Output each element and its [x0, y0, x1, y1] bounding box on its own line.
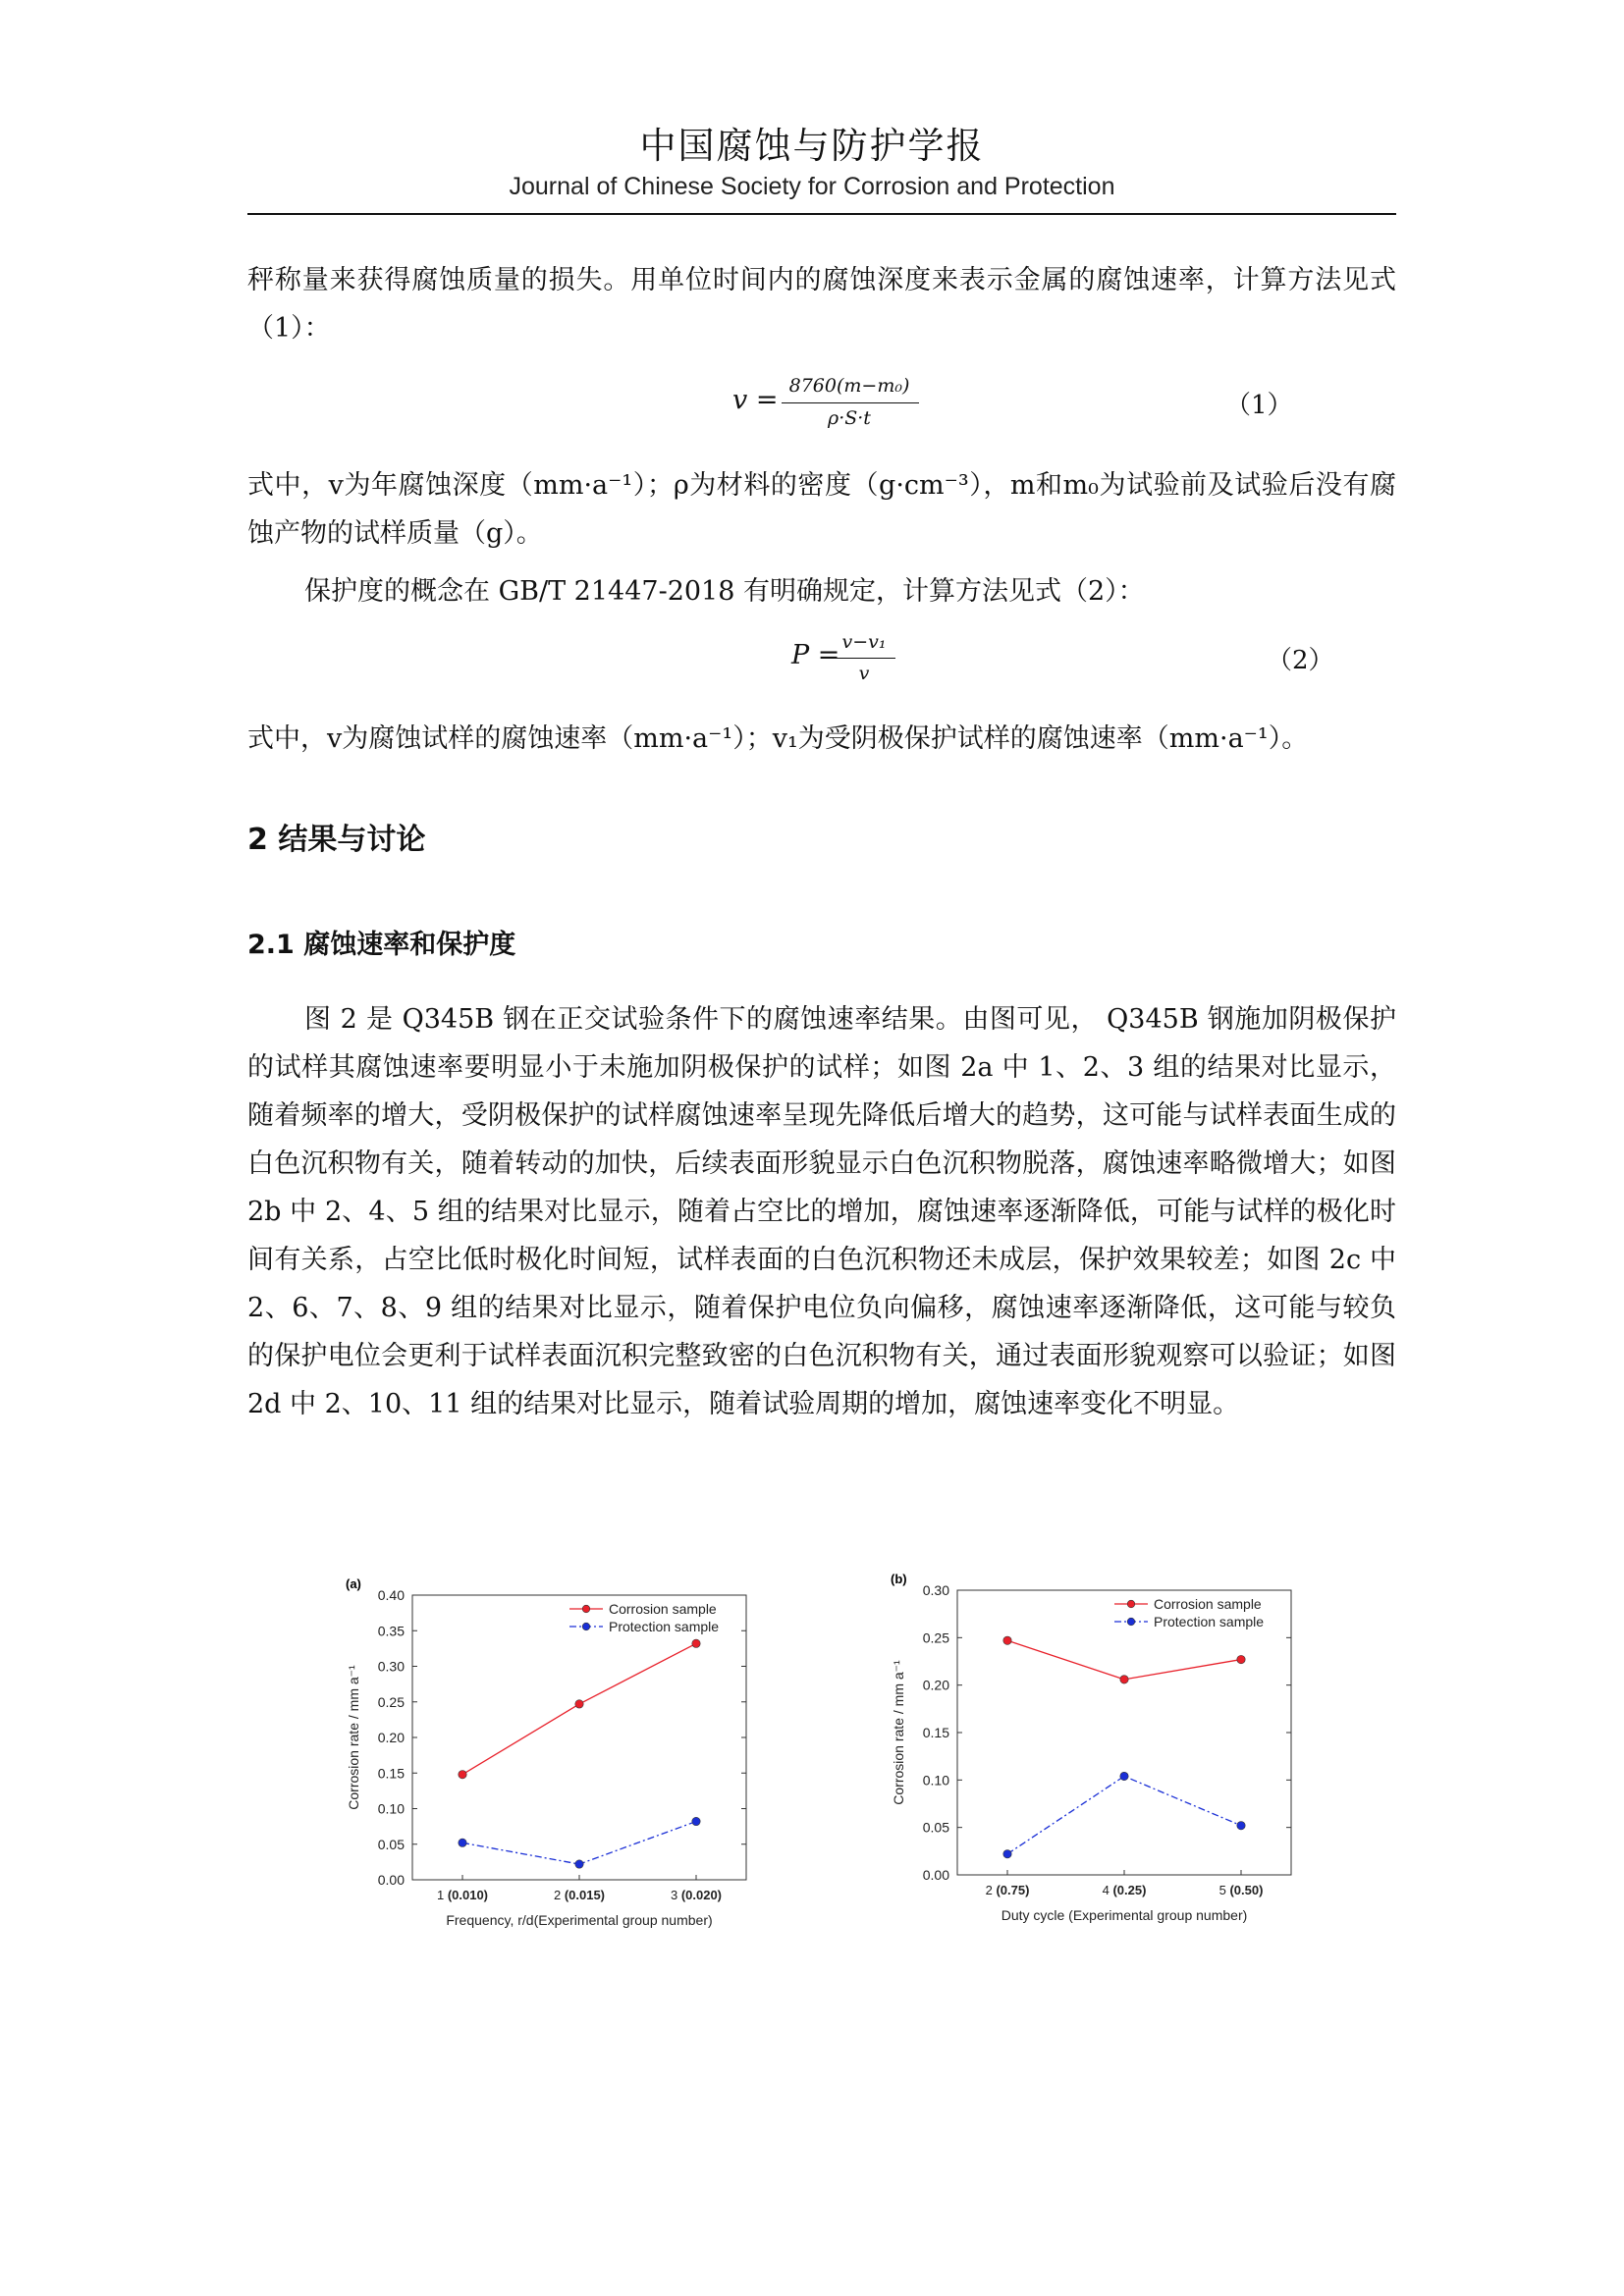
y-tick-label: 0.25	[922, 1629, 949, 1646]
y-tick-label: 0.15	[377, 1765, 405, 1782]
y-tick-label: 0.20	[377, 1730, 405, 1745]
paragraph-protection-degree: 保护度的概念在 GB/T 21447-2018 有明确规定，计算方法见式（2）：	[304, 576, 1145, 607]
x-tick-label	[437, 1888, 488, 1902]
x-tick-note: (0.010)	[447, 1888, 489, 1902]
y-tick-label: 0.20	[922, 1677, 949, 1693]
equation-2-denominator: v	[858, 663, 870, 684]
equation-1-denominator: ρ·S·t	[828, 407, 871, 429]
x-tick-category: 3	[670, 1888, 681, 1902]
x-axis-label: Frequency, r/d(Experimental group number)	[446, 1912, 713, 1928]
equation-2-numerator: v−v₁	[841, 631, 887, 653]
equation-2-fraction-bar	[833, 658, 895, 659]
data-point-2	[1003, 1850, 1011, 1858]
equation-2-lhs: P =	[791, 640, 840, 670]
x-tick-note: (0.75)	[996, 1883, 1030, 1897]
y-axis-label: Corrosion rate / mm a⁻¹	[891, 1660, 906, 1805]
equation-1-number: （1）	[1225, 391, 1293, 420]
x-tick-label	[1103, 1883, 1147, 1897]
header-divider	[247, 213, 1396, 215]
journal-title-en: Journal of Chinese Society for Corrosion and Protection	[509, 173, 1115, 200]
series-line-1	[1007, 1640, 1241, 1680]
equation-1-numerator: 8760(m−m₀)	[788, 375, 910, 397]
legend-label-1: Corrosion sample	[1154, 1596, 1262, 1612]
chart-a	[334, 1571, 795, 1963]
x-tick-label	[986, 1883, 1030, 1897]
data-point-1	[1120, 1676, 1128, 1683]
legend-label-2: Protection sample	[609, 1619, 720, 1634]
equation-2-number: （2）	[1267, 646, 1334, 675]
paragraph-method-intro: 秤称量来获得腐蚀质量的损失。用单位时间内的腐蚀深度来表示金属的腐蚀速率，计算方法见式（1）：	[247, 265, 1396, 344]
legend-marker-2	[1127, 1618, 1135, 1626]
data-point-2	[459, 1839, 466, 1846]
paragraph-results-discussion: 图 2 是 Q345B 钢在正交试验条件下的腐蚀速率结果。由图可见， Q345B 钢施加阴极保护的试样其腐蚀速率要明显小于未施加阴极保护的试样；如图 2a 中 1、2、3 组的结果对比显示，随着频率的增大，受阴极保护的试样腐蚀速率呈现先降低后增大的趋势，这可能与试样表面生成的白色沉积物有关，随着转动的加快，后续表面形貌显示白色沉积物脱落，腐蚀速率略微增大；如图 2b 中 2、4、5 组的结果对比显示，随着占空比的增加，腐蚀速率逐渐降低，可能与试样的极化时间有关系，占空比低时极化时间短，试样表面的白色沉积物还未成层，保护效果较差；如图 2c 中 2、6、7、8、9 组的结果对比显示，随着保护电位负向偏移，腐蚀速率逐渐降低，这可能与较负的保护电位会更利于试样表面沉积完整致密的白色沉积物有关，通过表面形貌观察可以验证；如图 2d 中 2、10、11 组的结果对比显示，随着试验周期的增加，腐蚀速率变化不明显。	[247, 1004, 1396, 1419]
x-axis-label: Duty cycle (Experimental group number)	[1001, 1907, 1248, 1923]
legend-label-1: Corrosion sample	[609, 1601, 717, 1617]
x-tick-note: (0.25)	[1112, 1883, 1147, 1897]
y-tick-label: 0.05	[377, 1836, 405, 1852]
journal-title-cn: 中国腐蚀与防护学报	[639, 125, 985, 167]
paragraph-variable-defs-2: 式中，v为腐蚀试样的腐蚀速率（mm·a⁻¹）；v₁为受阴极保护试样的腐蚀速率（mm·a⁻¹）。	[247, 723, 1309, 754]
y-tick-label: 0.10	[922, 1772, 949, 1789]
x-tick-category: 4	[1102, 1883, 1113, 1897]
chart-b	[879, 1566, 1340, 1958]
y-tick-label: 0.25	[377, 1693, 405, 1710]
data-point-1	[692, 1639, 700, 1647]
legend-label-2: Protection sample	[1154, 1614, 1265, 1629]
equation-1-lhs: v =	[732, 385, 779, 415]
panel-label: (b)	[891, 1572, 907, 1586]
y-tick-label: 0.40	[377, 1587, 405, 1603]
equation-1-fraction-bar	[782, 402, 919, 403]
panel-label: (a)	[346, 1576, 361, 1591]
x-tick-category: 2	[553, 1888, 565, 1902]
section-heading-2: 2 结果与讨论	[247, 823, 426, 857]
x-tick-category: 5	[1218, 1883, 1230, 1897]
paragraph-variable-defs-1: 式中，v为年腐蚀深度（mm·a⁻¹）；ρ为材料的密度（g·cm⁻³），m和m₀为试验前及试验后没有腐蚀产物的试样质量（g）。	[247, 470, 1396, 549]
section-heading-2-1: 2.1 腐蚀速率和保护度	[247, 930, 516, 960]
data-point-2	[692, 1817, 700, 1825]
data-point-1	[1237, 1655, 1245, 1663]
x-tick-note: (0.015)	[564, 1888, 606, 1902]
data-point-2	[1237, 1822, 1245, 1830]
x-tick-label	[671, 1888, 722, 1902]
x-tick-label	[1219, 1883, 1264, 1897]
data-point-2	[1120, 1772, 1128, 1780]
plot-frame	[412, 1595, 746, 1880]
series-line-1	[462, 1643, 696, 1774]
x-tick-note: (0.020)	[680, 1888, 723, 1902]
y-tick-label: 0.00	[922, 1867, 949, 1883]
legend-marker-1	[1127, 1600, 1135, 1608]
y-tick-label: 0.30	[377, 1658, 405, 1675]
plot-frame	[957, 1590, 1291, 1875]
y-tick-label: 0.15	[922, 1725, 949, 1740]
y-tick-label: 0.10	[377, 1800, 405, 1817]
y-tick-label: 0.00	[377, 1872, 405, 1888]
series-line-2	[1007, 1776, 1241, 1853]
x-tick-category: 1	[436, 1888, 448, 1902]
series-line-2	[462, 1822, 696, 1865]
y-tick-label: 0.30	[922, 1582, 949, 1598]
x-tick-category: 2	[985, 1883, 997, 1897]
legend-marker-1	[582, 1605, 590, 1613]
data-point-1	[1003, 1636, 1011, 1644]
data-point-1	[459, 1771, 466, 1779]
x-tick-label	[554, 1888, 605, 1902]
legend-marker-2	[582, 1623, 590, 1630]
y-axis-label: Corrosion rate / mm a⁻¹	[346, 1665, 361, 1810]
data-point-1	[575, 1700, 583, 1708]
y-tick-label: 0.35	[377, 1623, 405, 1639]
y-tick-label: 0.05	[922, 1819, 949, 1836]
x-tick-note: (0.50)	[1229, 1883, 1264, 1897]
data-point-2	[575, 1860, 583, 1868]
